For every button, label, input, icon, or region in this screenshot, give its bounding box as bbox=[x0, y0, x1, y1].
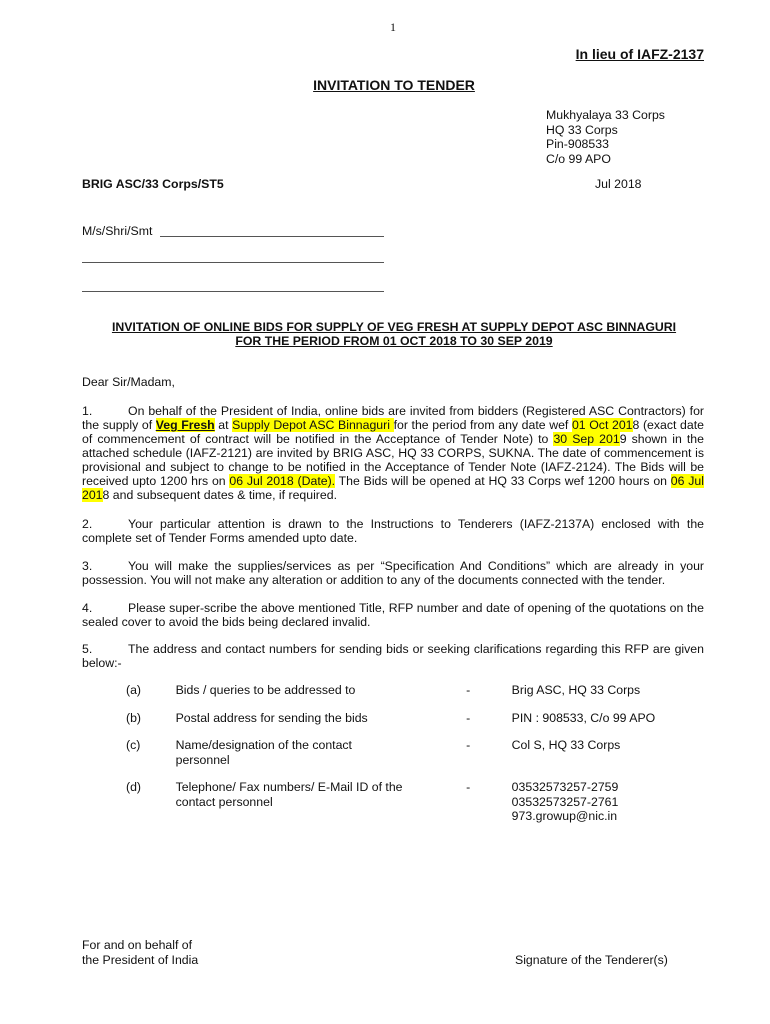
row-description: Bids / queries to be addressed to bbox=[175, 683, 356, 697]
paragraph-number: 2. bbox=[82, 517, 93, 531]
contact-row bbox=[126, 711, 770, 739]
address-line: Mukhyalaya 33 Corps bbox=[546, 108, 665, 122]
addressee-blank-line bbox=[160, 236, 384, 237]
subject-line-2: FOR THE PERIOD FROM 01 OCT 2018 TO 30 SEP 2019 bbox=[235, 334, 553, 348]
subject-line-1: INVITATION OF ONLINE BIDS FOR SUPPLY OF VEG FRESH AT SUPPLY DEPOT ASC BINNAGURI bbox=[111, 320, 677, 334]
bid-open-date: 06 Jul 201 bbox=[82, 474, 704, 502]
reference-note: In lieu of IAFZ-2137 bbox=[575, 46, 704, 62]
row-description: Name/designation of the contact personnel bbox=[175, 738, 352, 767]
end-date: 30 Sep 201 bbox=[553, 432, 620, 446]
paragraph-number: 4. bbox=[82, 601, 93, 615]
paragraph-text: for the period from any date wef bbox=[393, 418, 572, 432]
paragraph-text: The address and contact numbers for sending bids or seeking clarifications regarding this RFP are given below:- bbox=[82, 642, 704, 670]
addressee-blank-line bbox=[82, 291, 384, 292]
paragraph-5 bbox=[82, 642, 704, 670]
subject-heading bbox=[82, 320, 706, 348]
tenderer-signature: Signature of the Tenderer(s) bbox=[515, 953, 668, 967]
supply-item: Veg Fresh bbox=[155, 418, 215, 432]
row-description: Telephone/ Fax numbers/ E-Mail ID of the contact personnel bbox=[175, 780, 403, 809]
paragraph-number: 1. bbox=[82, 404, 93, 418]
email-address: 973.growup@nic.in bbox=[511, 809, 618, 823]
paragraph-text: 8 and subsequent dates & time, if required. bbox=[102, 488, 338, 502]
paragraph-text: 9 shown in the attached schedule (IAFZ-2121) are invited by BRIG ASC, HQ 33 CORPS, SUKNA. The date of commencement is provisional and subject to change to be notified in the Acceptance of Tender Note (IAFZ-2124). The Bids will be received upto 1200 hrs on bbox=[82, 432, 704, 488]
row-value: Col S, HQ 33 Corps bbox=[511, 738, 621, 752]
paragraph-4 bbox=[82, 601, 704, 629]
addressee-blank-line bbox=[82, 262, 384, 263]
row-letter: (a) bbox=[126, 683, 142, 697]
address-line: Pin-908533 bbox=[546, 137, 609, 151]
authority-signature bbox=[82, 938, 198, 968]
row-letter: (c) bbox=[126, 738, 141, 752]
salutation: Dear Sir/Madam, bbox=[82, 375, 175, 389]
start-date: 01 Oct 201 bbox=[571, 418, 633, 432]
paragraph-text: 8 (exact date of commencement of contract will be notified in the Acceptance of Tender Note) to bbox=[82, 418, 704, 446]
paragraph-text: Please super-scribe the above mentioned Title, RFP number and date of opening of the quotations on the sealed cover to avoid the bids being declared invalid. bbox=[82, 601, 704, 629]
contact-row bbox=[126, 683, 770, 711]
row-separator: - bbox=[466, 710, 471, 725]
row-letter: (b) bbox=[126, 710, 142, 725]
fax-number: 03532573257-2761 bbox=[511, 794, 619, 809]
phone-number: 03532573257-2759 bbox=[511, 780, 619, 794]
bid-due-date: 06 Jul 2018 (Date). bbox=[229, 474, 336, 488]
contact-row bbox=[126, 738, 770, 780]
row-value: PIN : 908533, C/o 99 APO bbox=[511, 710, 656, 725]
row-separator: - bbox=[466, 683, 471, 697]
row-letter: (d) bbox=[126, 780, 142, 794]
letter-date: Jul 2018 bbox=[595, 177, 642, 191]
paragraph-2 bbox=[82, 517, 704, 545]
address-line: C/o 99 APO bbox=[546, 151, 611, 166]
address-line: HQ 33 Corps bbox=[546, 122, 618, 137]
paragraph-1 bbox=[82, 404, 704, 502]
paragraph-number: 5. bbox=[82, 642, 93, 656]
paragraph-text: On behalf of the President of India, online bids are invited from bidders (Registered ASC Contractors) for the supply of bbox=[82, 404, 704, 432]
letter-reference: BRIG ASC/33 Corps/ST5 bbox=[82, 177, 224, 191]
row-description: Postal address for sending the bids bbox=[175, 710, 368, 725]
signature-line: the President of India bbox=[82, 953, 199, 967]
row-value-list bbox=[512, 780, 770, 824]
paragraph-text: Your particular attention is drawn to the Instructions to Tenderers (IAFZ-2137A) enclosed with the complete set of Tender Forms amended upto date. bbox=[82, 517, 704, 545]
row-separator: - bbox=[466, 738, 471, 752]
paragraph-text: You will make the supplies/services as per “Specification And Conditions” which are already in your possession. You will not make any alteration or addition to any of the documents connected with the tender. bbox=[82, 559, 704, 587]
row-value: Brig ASC, HQ 33 Corps bbox=[511, 683, 641, 697]
addressee-label: M/s/Shri/Smt bbox=[82, 224, 153, 238]
row-separator: - bbox=[466, 780, 471, 794]
sender-address bbox=[546, 108, 665, 166]
contact-table bbox=[126, 683, 770, 824]
paragraph-text: at bbox=[214, 418, 233, 432]
contact-row bbox=[126, 780, 770, 824]
paragraph-number: 3. bbox=[82, 559, 93, 573]
paragraph-text: The Bids will be opened at HQ 33 Corps wef 1200 hours on bbox=[335, 474, 671, 488]
signature-line: For and on behalf of bbox=[82, 938, 193, 952]
supply-location: Supply Depot ASC Binnaguri bbox=[232, 418, 394, 432]
document-title: INVITATION TO TENDER bbox=[313, 77, 475, 93]
paragraph-3 bbox=[82, 559, 704, 587]
page-number: 1 bbox=[390, 20, 396, 34]
